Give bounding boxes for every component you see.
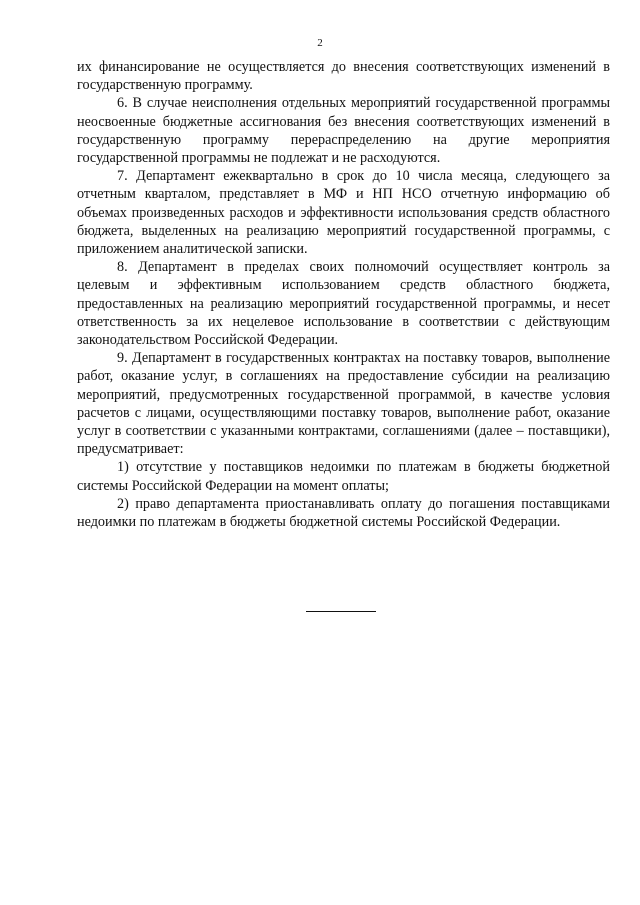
paragraph-item-8: 8. Департамент в пределах своих полномочий осуществляет контроль за целевым и эффективным использованием средств областного бюджета, предоставленных на реализацию мероприятий государственной программы, и несет ответственность за их нецелевое использование в соответствии с действующим законодательством Российской Федерации. [77,259,610,349]
paragraph-item-9: 9. Департамент в государственных контрактах на поставку товаров, выполнение работ, оказание услуг, в соглашениях на предоставление субсидии на реализацию мероприятий, предусмотренных государственной программой, в качестве условия расчетов с лицами, осуществляющими поставку товаров, выполнение работ, оказание услуг в соответствии с указанными контрактами, соглашениями (далее – поставщики), предусматривает: [77,350,610,458]
paragraph-subitem-2: 2) право департамента приостанавливать оплату до погашения поставщиками недоимки по платежам в бюджеты бюджетной системы Российской Федерации. [77,495,610,531]
document-body [77,58,610,531]
end-divider-line [306,611,376,612]
paragraph-item-7: 7. Департамент ежеквартально в срок до 10 числа месяца, следующего за отчетным кварталом, представляет в МФ и НП НСО отчетную информацию об объемах произведенных расходов и эффективности использования средств областного бюджета, выделенных на реализацию мероприятий государственной программы, с приложением аналитической записки. [77,168,610,258]
paragraph-continuation: их финансирование не осуществляется до внесения соответствующих изменений в государственную программу. [77,59,610,94]
page-number: 2 [317,37,323,49]
paragraph-item-6: 6. В случае неисполнения отдельных мероприятий государственной программы неосвоенные бюджетные ассигнования без внесения соответствующих изменений в государственную программу перераспределению на другие мероприятия государственной программы не подлежат и не расходуются. [77,95,610,167]
paragraph-subitem-1: 1) отсутствие у поставщиков недоимки по платежам в бюджеты бюджетной системы Российской Федерации на момент оплаты; [77,459,610,494]
